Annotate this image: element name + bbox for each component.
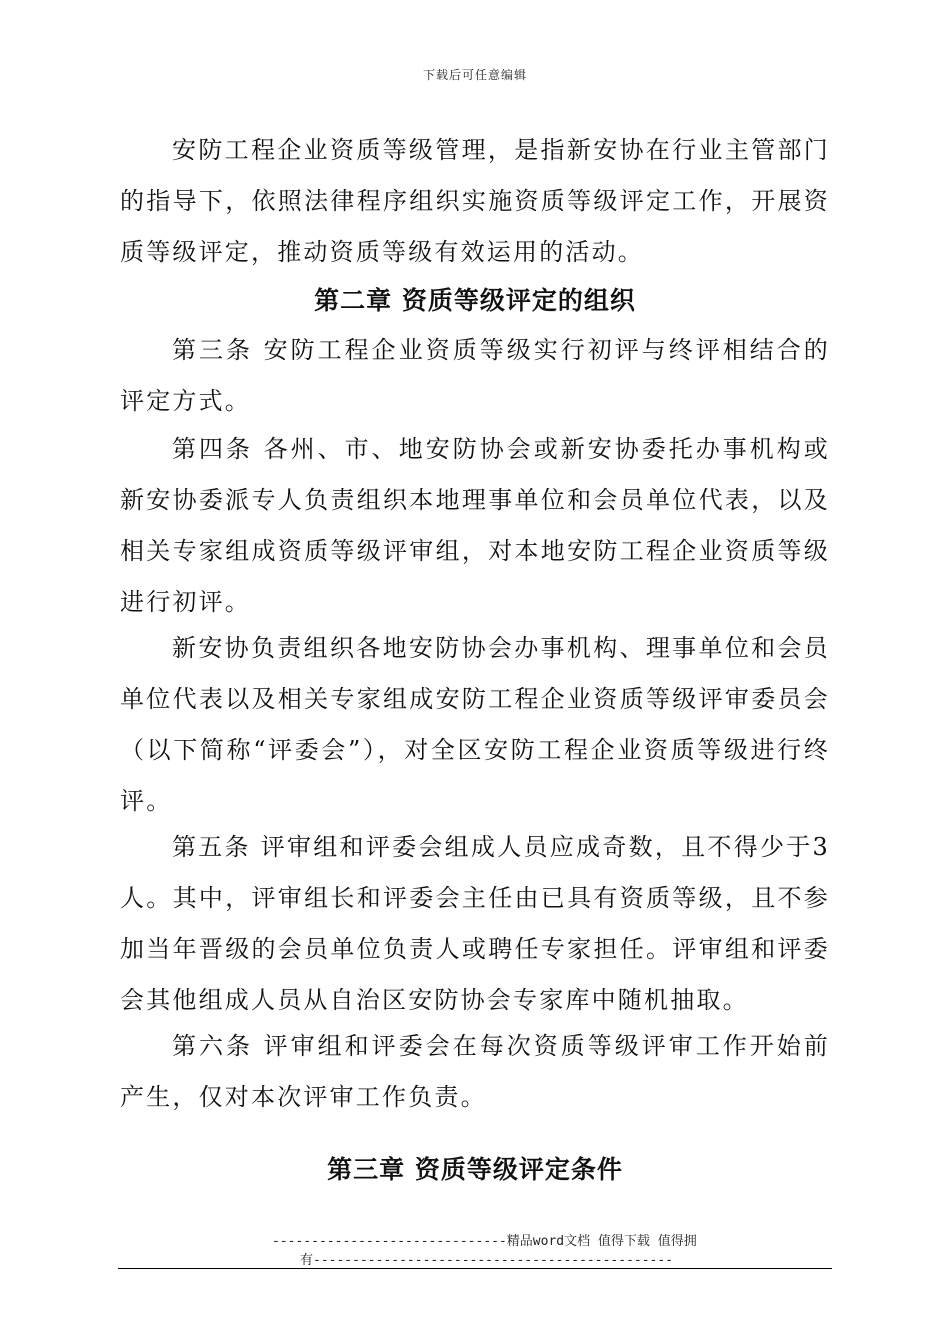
header-note: 下载后可任意编辑	[422, 68, 527, 82]
article-4-continued: 新安协负责组织各地安防协会办事机构、理事单位和会员单位代表以及相关专家组成安防工程企业资质等级评审委员会（以下简称“评委会”），对全区安防工程企业资质等级进行终评。	[120, 634, 830, 815]
footer-watermark-line-2: 有----------------------------------------------	[300, 1253, 674, 1268]
footer-divider	[118, 1268, 832, 1269]
chapter-2-heading: 第二章 资质等级评定的组织	[314, 286, 636, 315]
article-4: 第四条 各州、市、地安防协会或新安协委托办事机构或新安协委派专人负责组织本地理事单位和会员单位代表，以及相关专家组成资质等级评审组，对本地安防工程企业资质等级进行初评。	[120, 435, 830, 616]
article-5: 第五条 评审组和评委会组成人员应成奇数，且不得少于3人。其中，评审组长和评委会主任由已具有资质等级，且不参加当年晋级的会员单位负责人或聘任专家担任。评审组和评委会其他组成人员从自治区安防协会专家库中随机抽取。	[120, 833, 830, 1014]
chapter-3-heading: 第三章 资质等级评定条件	[327, 1155, 623, 1184]
article-6: 第六条 评审组和评委会在每次资质等级评审工作开始前产生，仅对本次评审工作负责。	[120, 1032, 830, 1111]
article-3: 第三条 安防工程企业资质等级实行初评与终评相结合的评定方式。	[120, 336, 830, 415]
paragraph-definition: 安防工程企业资质等级管理，是指新安协在行业主管部门的指导下，依照法律程序组织实施资质等级评定工作，开展资质等级评定，推动资质等级有效运用的活动。	[120, 136, 830, 266]
footer-watermark-line-1: ------------------------------精品word文档 值得下载 值得拥	[272, 1234, 697, 1249]
